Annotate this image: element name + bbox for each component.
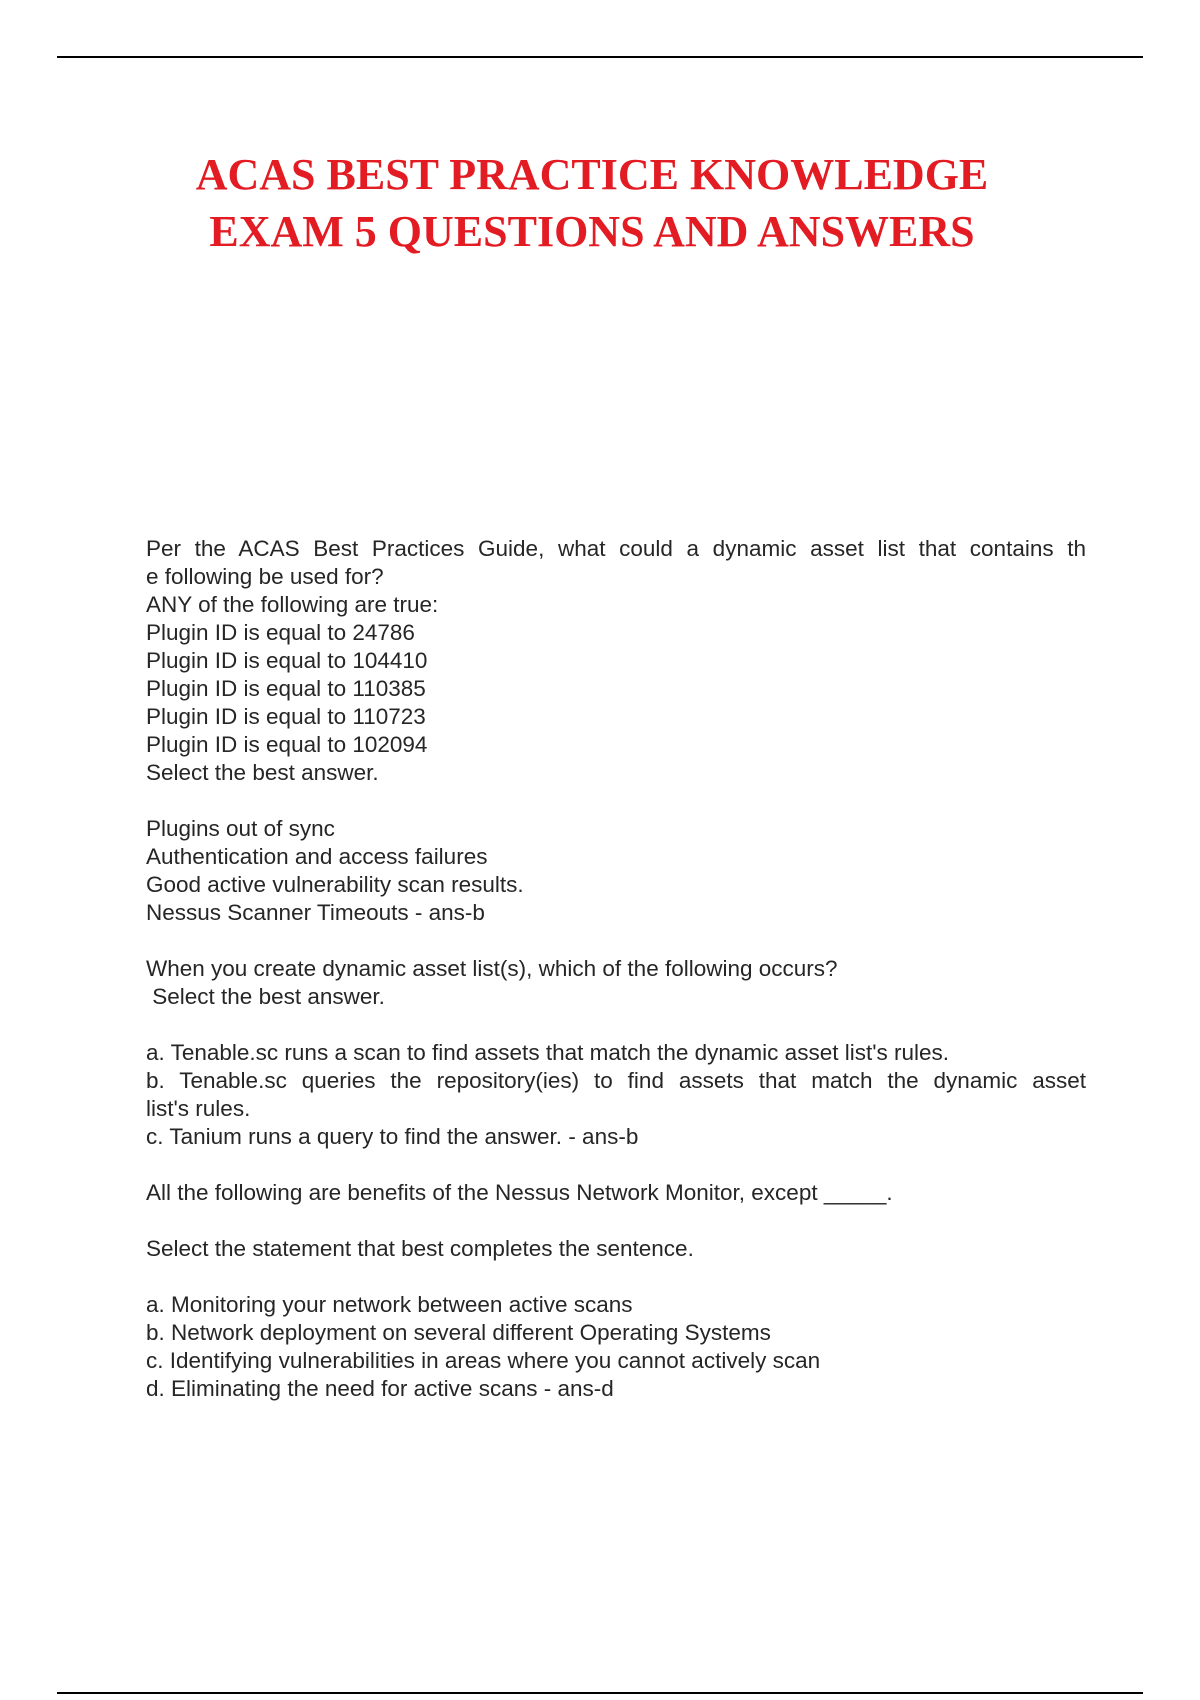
question-3-option-1: a. Monitoring your network between active scans xyxy=(146,1292,633,1317)
question-1-line-1: Per the ACAS Best Practices Guide, what could a dynamic asset list that contains th xyxy=(146,536,1086,561)
spacer xyxy=(146,927,1086,955)
question-1-line-3: ANY of the following are true: xyxy=(146,592,439,617)
question-1-line-4: Plugin ID is equal to 24786 xyxy=(146,620,415,645)
spacer xyxy=(146,1263,1086,1291)
question-1-option-3: Good active vulnerability scan results. xyxy=(146,872,524,897)
question-1 xyxy=(146,535,1086,927)
question-1-option-2: Authentication and access failures xyxy=(146,844,488,869)
top-rule xyxy=(57,56,1143,58)
bottom-rule xyxy=(57,1692,1143,1694)
question-2-option-1: a. Tenable.sc runs a scan to find assets that match the dynamic asset list's rules. xyxy=(146,1040,950,1065)
question-1-line-2: e following be used for? xyxy=(146,564,384,589)
spacer xyxy=(146,1151,1086,1179)
question-1-option-1: Plugins out of sync xyxy=(146,816,335,841)
question-2-option-2: b. Tenable.sc queries the repository(ies) to find assets that match the dynamic asset xyxy=(146,1068,1086,1093)
question-3 xyxy=(146,1179,1086,1403)
question-3-option-3: c. Identifying vulnerabilities in areas where you cannot actively scan xyxy=(146,1348,821,1373)
question-1-line-7: Plugin ID is equal to 110723 xyxy=(146,704,426,729)
question-1-line-8: Plugin ID is equal to 102094 xyxy=(146,732,428,757)
spacer xyxy=(146,1011,1086,1039)
question-1-option-4: Nessus Scanner Timeouts - ans-b xyxy=(146,900,485,925)
spacer xyxy=(146,1207,1086,1235)
question-2-line-1: When you create dynamic asset list(s), which of the following occurs? xyxy=(146,956,838,981)
title-line-1: ACAS BEST PRACTICE KNOWLEDGE xyxy=(195,150,989,199)
question-1-line-5: Plugin ID is equal to 104410 xyxy=(146,648,428,673)
question-1-line-6: Plugin ID is equal to 110385 xyxy=(146,676,426,701)
question-2-option-2-cont: list's rules. xyxy=(146,1096,251,1121)
question-2 xyxy=(146,955,1086,1151)
question-3-instruction: Select the statement that best completes the sentence. xyxy=(146,1236,694,1261)
document-title xyxy=(0,146,1184,260)
document-body xyxy=(146,535,1086,1403)
question-3-option-2: b. Network deployment on several different Operating Systems xyxy=(146,1320,771,1345)
question-1-line-9: Select the best answer. xyxy=(146,760,379,785)
spacer xyxy=(146,787,1086,815)
question-3-line-1: All the following are benefits of the Nessus Network Monitor, except _____. xyxy=(146,1180,893,1205)
question-2-option-3: c. Tanium runs a query to find the answer. - ans-b xyxy=(146,1124,639,1149)
title-line-2: EXAM 5 QUESTIONS AND ANSWERS xyxy=(209,207,975,256)
question-3-option-4: d. Eliminating the need for active scans - ans-d xyxy=(146,1376,614,1401)
question-2-line-2: Select the best answer. xyxy=(146,984,385,1009)
